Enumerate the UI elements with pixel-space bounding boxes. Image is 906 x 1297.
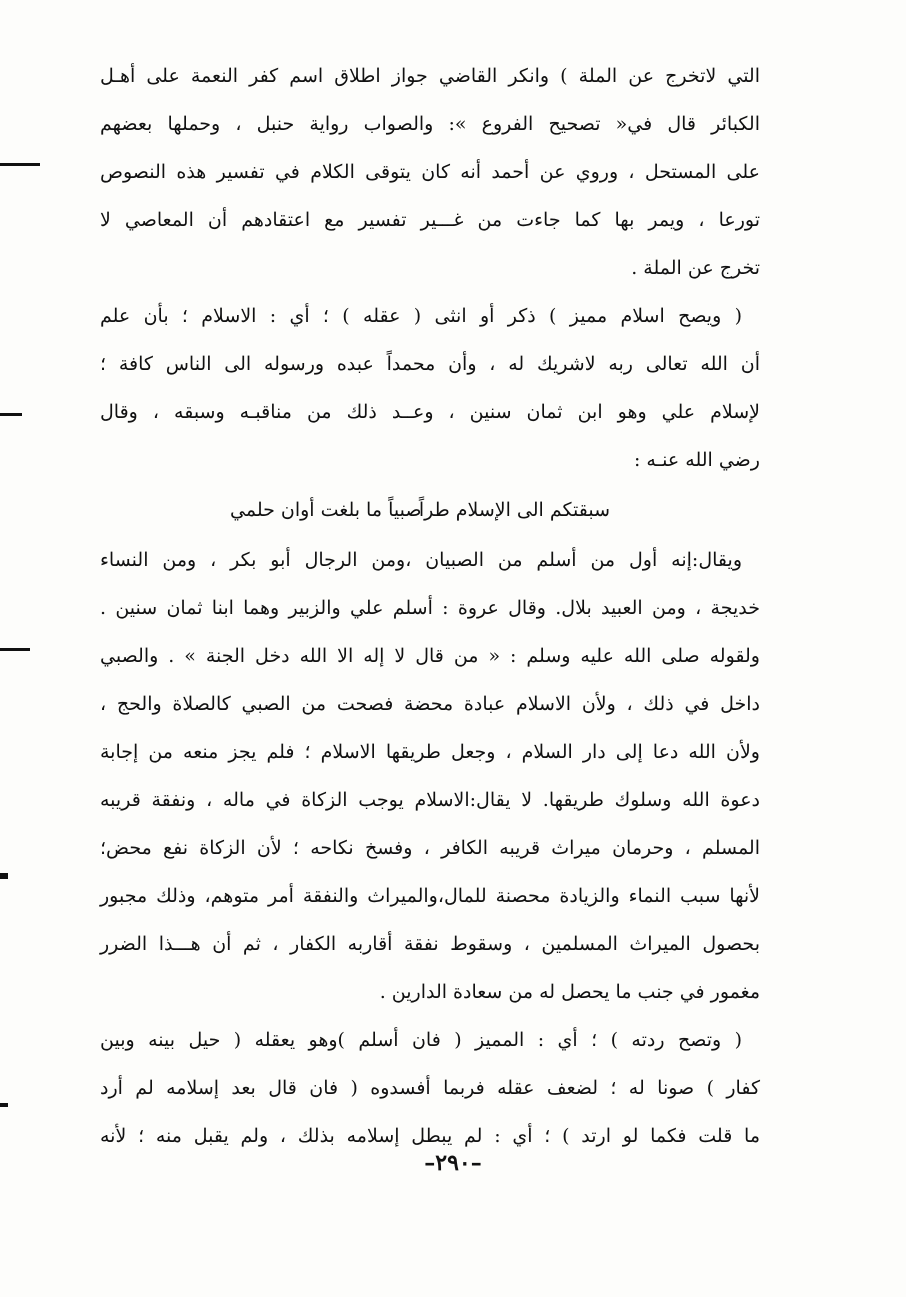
text-line: لإسلام علي وهو ابن ثمان سنين ، وعــد ذلك من مناقبـه وسبقه ، وقال [100,401,760,423]
text-line: بحصول الميراث المسلمين ، وسقوط نفقة أقاربه الكفار ، ثم أن هـــذا الضرر [100,933,760,955]
text-line: تورعا ، ويمر بها كما جاءت من غـــير تفسير مع اعتقادهم أن المعاصي لا [100,209,760,231]
text-line: التي لاتخرج عن الملة ) وانكر القاضي جواز اطلاق اسم كفر النعمة على أهـل [100,65,760,87]
text-line: ولقوله صلى الله عليه وسلم : « من قال لا إله الا الله دخل الجنة » . والصبي [100,645,760,667]
paragraph [100,1016,760,1160]
scan-edge-mark [0,163,40,166]
text-line: على المستحل ، وروي عن أحمد أنه كان يتوقى الكلام في تفسير هذه النصوص [100,161,760,183]
body-text [100,52,760,1160]
page-number: –٢٩٠– [424,1150,482,1176]
text-line: لأنها سبب النماء والزيادة محصنة للمال،والميراث والنفقة أمر متوهم، وذلك مجبور [100,885,760,907]
paragraph [100,292,760,484]
verse-first-hemistich: سبقتكم الى الإسلام طراً [418,499,610,521]
text-line: رضي الله عنـه : [633,449,760,471]
scan-edge-mark [0,873,8,879]
text-line: خديجة ، ومن العبيد بلال. وقال عروة : أسلم علي والزبير وهما ابنا ثمان سنين . [100,597,760,619]
poetry-verse [100,484,760,536]
scan-edge-mark [0,648,30,651]
paragraph [100,536,760,1016]
text-line: المسلم ، وحرمان ميراث قريبه الكافر ، وفسخ نكاحه ؛ لأن الزكاة نفع محض؛ [100,837,760,859]
text-line: ولأن الله دعا إلى دار السلام ، وجعل طريقها الاسلام ؛ فلم يجز منعه من إجابة [100,741,760,763]
text-line: ما قلت فكما لو ارتد ) ؛ أي : لم يبطل إسلامه بذلك ، ولم يقبل منه ؛ لأنه [100,1125,760,1147]
text-line: ( وتصح ردته ) ؛ أي : المميز ( فان أسلم )وهو يعقله ( حيل بينه وبين [100,1029,742,1051]
scan-edge-mark [0,1103,8,1107]
text-line: دعوة الله وسلوك طريقها. لا يقال:الاسلام يوجب الزكاة في ماله ، ونفقة قريبه [100,789,760,811]
text-line: الكبائر قال في« تصحيح الفروع »: والصواب رواية حنبل ، وحملها بعضهم [100,113,760,135]
scan-edge-mark [0,413,22,416]
text-line: داخل في ذلك ، ولأن الاسلام عبادة محضة فصحت من الصبي كالصلاة والحج ، [100,693,760,715]
text-line: ويقال:إنه أول من أسلم من الصبيان ،ومن الرجال أبو بكر ، ومن النساء [100,549,742,571]
text-line: كفار ) صونا له ؛ لضعف عقله فربما أفسدوه ( فان قال بعد إسلامه لم أرد [100,1077,760,1099]
text-line: تخرج عن الملة . [631,257,760,279]
text-line: مغمور في جنب ما يحصل له من سعادة الدارين . [379,981,760,1003]
paragraph [100,52,760,292]
verse-second-hemistich: صبياً ما بلغت أوان حلمي [230,499,422,521]
text-line: ( ويصح اسلام مميز ) ذكر أو انثى ( عقله ) ؛ أي : الاسلام ؛ بأن علم [100,305,742,327]
text-line: أن الله تعالى ربه لاشريك له ، وأن محمداً عبده ورسوله الى الناس كافة ؛ [100,353,760,375]
